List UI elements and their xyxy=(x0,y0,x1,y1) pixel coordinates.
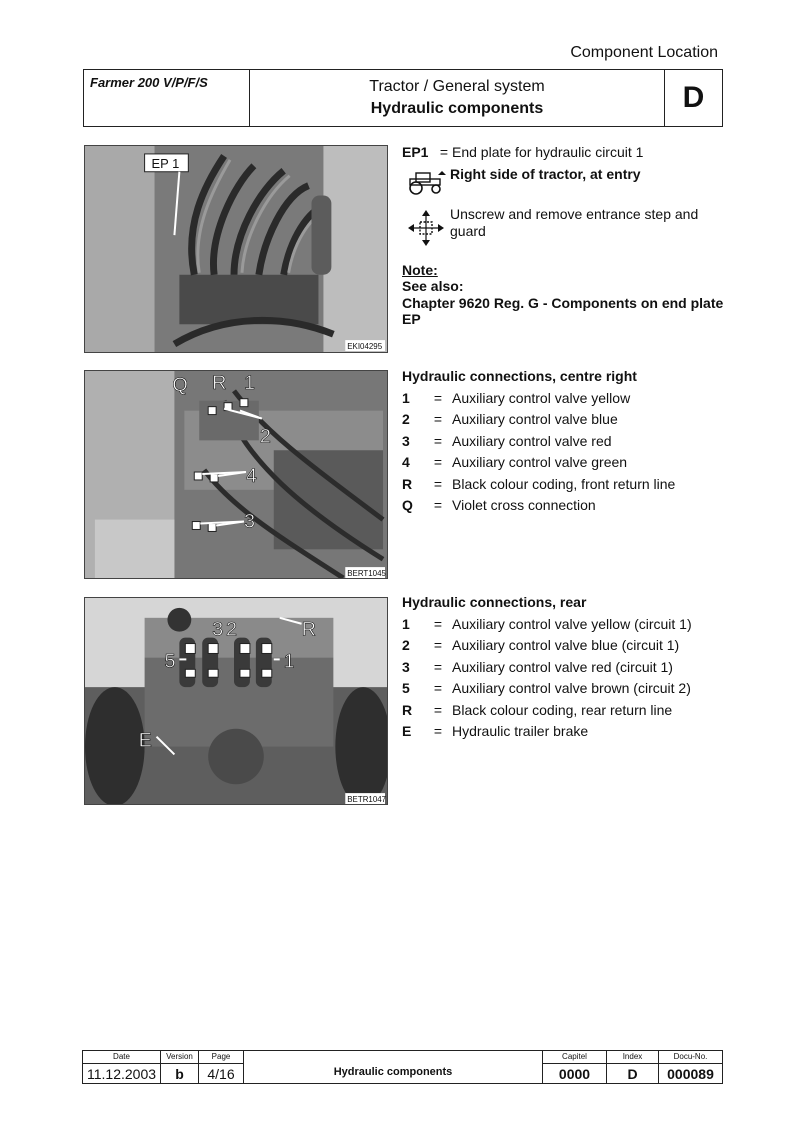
photo3-label-1: 1 xyxy=(283,650,295,673)
footer-table xyxy=(82,1050,723,1084)
index-letter: D xyxy=(682,81,705,114)
header-box xyxy=(83,69,723,127)
legend-item: 3 = Auxiliary control valve red xyxy=(402,432,612,449)
footer-docu-no: Docu-No. 000089 xyxy=(659,1051,722,1083)
photo-end-plate xyxy=(84,145,388,353)
legend-item: 1 = Auxiliary control valve yellow xyxy=(402,389,631,406)
note-label: Note: xyxy=(402,261,438,278)
header-subtitle: Hydraulic components xyxy=(370,100,544,117)
legend-item: R = Black colour coding, front return line xyxy=(402,475,676,492)
footer-version: Version b xyxy=(161,1051,199,1083)
centre-right-legend xyxy=(402,366,732,517)
ep1-key: EP1 xyxy=(402,144,429,160)
footer-index: Index D xyxy=(607,1051,659,1083)
footer-page: Page 4/16 xyxy=(199,1051,244,1083)
note-block xyxy=(402,262,732,328)
footer-date: Date 11.12.2003 xyxy=(83,1051,161,1083)
footer-capitel: Capitel 0000 xyxy=(543,1051,607,1083)
side-label: Right side of tractor, at entry xyxy=(450,165,641,182)
photo2-label-4: 4 xyxy=(245,464,257,487)
tractor-icon xyxy=(402,164,450,198)
photo3-label-5: 5 xyxy=(164,650,176,673)
rear-legend xyxy=(402,592,732,743)
legend-item: E = Hydraulic trailer brake xyxy=(402,723,589,739)
photo-rear xyxy=(84,597,388,805)
rear-heading: Hydraulic connections, rear xyxy=(402,594,587,610)
instruction-text: Unscrew and remove entrance step and guard xyxy=(450,205,699,239)
photo2-label-2: 2 xyxy=(259,425,271,448)
model-name: Farmer 200 V/P/F/S xyxy=(84,70,250,126)
see-also-label: See also: xyxy=(402,278,464,294)
section-title: Component Location xyxy=(570,44,718,61)
photo2-label-3: 3 xyxy=(243,510,255,533)
footer-title: Hydraulic components xyxy=(244,1051,543,1083)
photo2-label-r: R xyxy=(212,371,227,394)
legend-item: 3 = Auxiliary control valve red (circuit 1) xyxy=(402,658,673,675)
photo1-code: EKI04295 xyxy=(347,342,383,352)
instruction-row xyxy=(402,204,732,252)
photo-centre-right xyxy=(84,370,388,579)
ep1-row xyxy=(402,142,732,164)
photo2-code: BERT1045 xyxy=(347,569,386,578)
chapter-reference: Chapter 9620 Reg. G - Components on end plate EP xyxy=(402,294,724,327)
move-arrows-icon xyxy=(402,204,450,252)
legend-item: 1 = Auxiliary control valve yellow (circuit 1) xyxy=(402,615,692,632)
photo3-label-e: E xyxy=(138,729,152,752)
legend-item: 2 = Auxiliary control valve blue xyxy=(402,411,618,427)
photo3-label-2: 2 xyxy=(226,618,238,641)
photo3-label-3: 3 xyxy=(212,618,224,641)
photo2-label-q: Q xyxy=(172,373,188,396)
ep1-eq: = xyxy=(439,144,449,160)
side-row xyxy=(402,164,732,198)
end-plate-description xyxy=(402,142,732,328)
ep1-desc: End plate for hydraulic circuit 1 xyxy=(452,144,644,160)
header-title: Tractor / General system xyxy=(369,78,545,95)
legend-item: R = Black colour coding, rear return line xyxy=(402,701,673,718)
centre-right-heading: Hydraulic connections, centre right xyxy=(402,368,637,384)
legend-item: 4 = Auxiliary control valve green xyxy=(402,454,628,470)
legend-item: Q = Violet cross connection xyxy=(402,497,596,513)
photo2-label-1: 1 xyxy=(243,371,255,394)
header-titles xyxy=(250,70,665,126)
legend-item: 5 = Auxiliary control valve brown (circuit 2) xyxy=(402,680,691,696)
photo3-code: BETR1047 xyxy=(347,795,387,804)
photo1-label-ep1: EP 1 xyxy=(151,155,180,171)
photo3-label-r: R xyxy=(301,618,316,641)
legend-item: 2 = Auxiliary control valve blue (circuit 1) xyxy=(402,637,680,653)
